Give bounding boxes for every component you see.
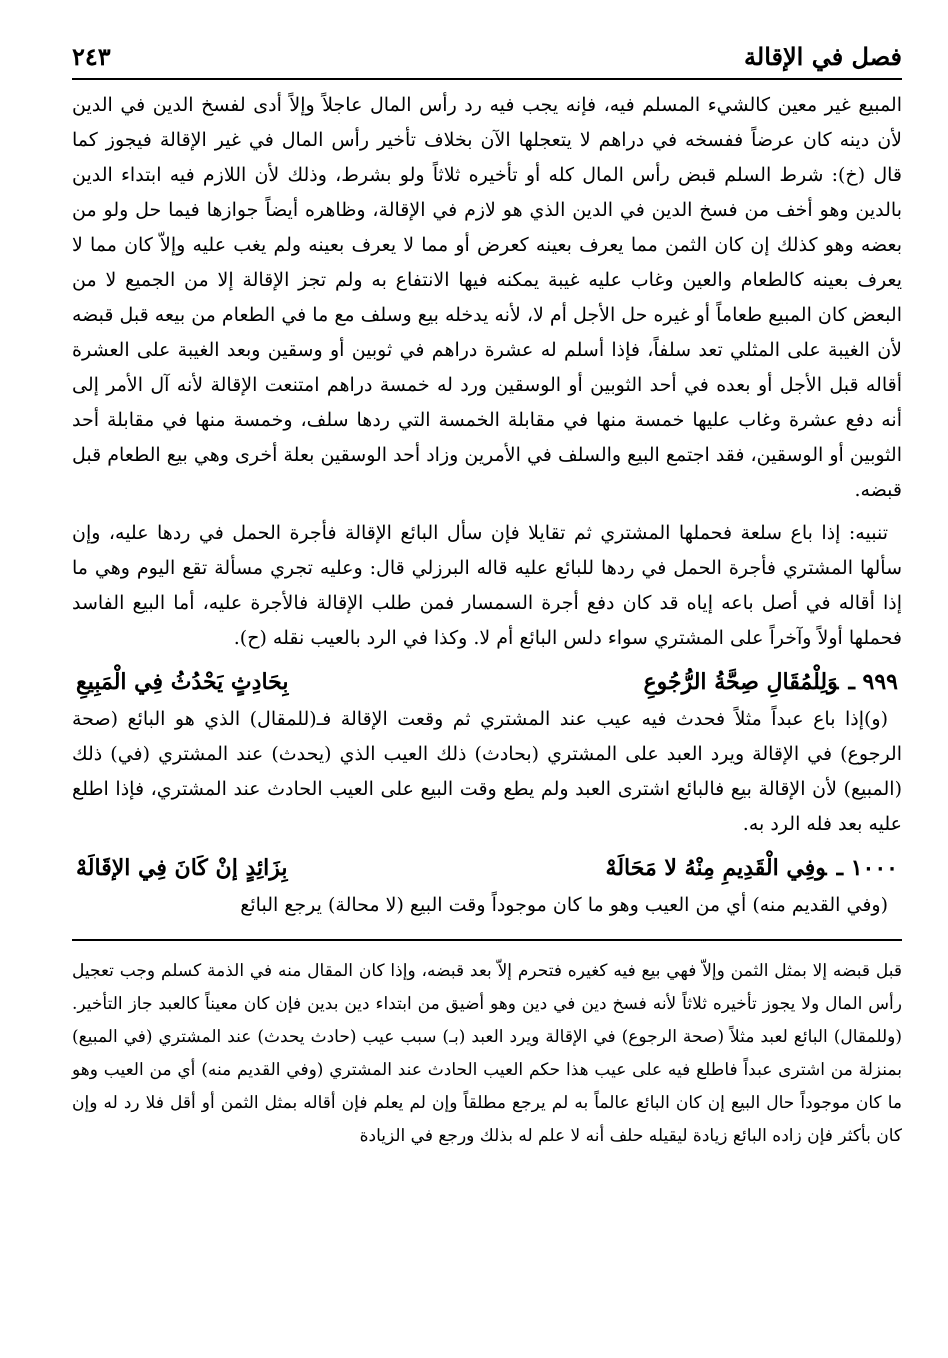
verse-999	[72, 662, 902, 702]
paragraph-1: المبيع غير معين كالشيء المسلم فيه، فإنه يجب فيه رد رأس المال عاجلاً وإلاً أدى لفسخ الدين في الدين لأن دينه كان عرضاً ففسخه في دراهم لا يتعجلها الآن بخلاف تأخير رأس المال في غير الإقالة فيجوز كما قال (خ): شرط السلم قبض رأس المال كله أو تأخيره ثلاثاً ولو بشرط، وذلك لأن اللازم فيه ابتداء الدين بالدين وهو أخف من فسخ الدين في الدين الذي هو لازم في الإقالة، وظاهره أيضاً جوازها فيما حل ولو من بعضه وهو كذلك إن كان الثمن مما يعرف بعينه كعرض أو مما لا يعرف بعينه ولم يغب عليه وإلاّ كان مما لا يعرف بعينه كالطعام والعين وغاب عليه غيبة يمكنه فيها الانتفاع به ولم تجز الإقالة إلا من الجميع لا من البعض كان المبيع طعاماً أو غيره حل الأجل أم لا، لأنه يدخله بيع وسلف مع ما في الطعام من بيعه قبل قبضه لأن الغيبة على المثلي تعد سلفاً، فإذا أسلم له عشرة دراهم في ثوبين أو وسقين وبعد الغيبة على العشرة أقاله قبل الأجل أو بعده في أحد الثوبين أو الوسقين ورد له خمسة دراهم امتنعت الإقالة لأنه آل الأمر إلى أنه دفع عشرة وغاب عليها خمسة منها في مقابلة الخمسة التي ردها سلف، وخمسة منها في مقابلة أحد الثوبين أو الوسقين، فقد اجتمع البيع والسلف في الأمرين وزاد أحد الوسقين بعلة أخرى وهي بيع الطعام قبل قبضه.	[72, 94, 902, 501]
footnote-divider	[72, 939, 902, 941]
chapter-title: فصل في الإقالة	[744, 42, 902, 71]
verse-999-number: ٩٩٩ ـ	[848, 669, 898, 695]
verse-1000	[72, 848, 902, 888]
verse-1000-number: ١٠٠٠ ـ	[836, 855, 898, 881]
verse-1000-left-hemistich: بِزَائِدٍ إنْ كَانَ فِي الإقَالَهْ	[76, 855, 288, 881]
verse-999-right-text: وَلِلْمُقَالِ صِحَّةُ الرُّجُوعِ	[643, 669, 839, 695]
paragraph-2-note: تنبيه: إذا باع سلعة فحملها المشتري ثم تقايلا فإن سأل البائع الإقالة فأجرة الحمل في ردها عليه، وإن سألها المشتري فأجرة الحمل في ردها للبائع عليه قاله البرزلي قال: وعليه تجري مسألة تقع اليوم وهي ما إذا أقاله في أصل باعه إياه قد كان دفع أجرة السمسار فمن طلب الإقالة فالأجرة عليه، أما البيع الفاسد فحملها أولاً وآخراً على المشتري سواء دلس البائع أم لا. وكذا في الرد بالعيب نقله (ح).	[72, 522, 902, 649]
commentary-999: (و)إذا باع عبداً مثلاً فحدث فيه عيب عند المشتري ثم وقعت الإقالة فـ(للمقال) الذي هو البائع (صحة الرجوع) في الإقالة ويرد العبد على المشتري (بحادث) ذلك العيب الذي (يحدث) عند المشتري (في) ذلك (المبيع) لأن الإقالة بيع فالبائع اشترى العبد ولم يطع وقت البيع على العيب الحادث عند المشتري، فإذا اطلع عليه بعد فله الرد به.	[72, 708, 902, 835]
verse-999-right-hemistich	[644, 662, 899, 702]
page-number: ٢٤٣	[72, 42, 111, 71]
page-header	[72, 38, 902, 80]
book-page	[72, 38, 902, 1338]
verse-1000-right-text: وفِي الْقَدِيمِ مِنْهُ لا مَحَالَهْ	[605, 855, 827, 881]
verse-999-left-hemistich: بِحَادِثٍ يَحْدُثُ فِي الْمَبِيعِ	[76, 669, 289, 695]
main-text	[72, 88, 902, 923]
verse-1000-right-hemistich	[606, 848, 898, 888]
footnote-text: قبل قبضه إلا بمثل الثمن وإلاّ فهي بيع فيه كغيره فتحرم إلاّ بعد قبضه، وإذا كان المقال منه في الذمة كسلم وجب تعجيل رأس المال ولا يجوز تأخيره ثلاثاً لأنه فسخ دين في دين وهو أضيق من ابتداء دين بدين فإن كان معيناً كالعبد جاز التأخير. (وللمقال) البائع لعبد مثلاً (صحة الرجوع) في الإقالة ويرد العبد (بـ) سبب عيب (حادث يحدث) عند المشتري (في المبيع) بمنزلة من اشترى عبداً فاطلع فيه على عيب هذا حكم العيب الحادث عند المشتري (وفي القديم منه) أي من العيب وهو ما كان موجوداً حال البيع إن كان البائع عالماً به لم يرجع مطلقاً وإن لم يعلم فإن أقاله بمثل الثمن أو أقل فلا رد له وإن كان بأكثر فإن زاده البائع زيادة ليقيله حلف أنه لا علم له بذلك ورجع في الزيادة	[72, 961, 902, 1146]
footnotes	[72, 955, 902, 1153]
commentary-1000: (وفي القديم منه) أي من العيب وهو ما كان موجوداً وقت البيع (لا محالة) يرجع البائع	[240, 894, 888, 916]
